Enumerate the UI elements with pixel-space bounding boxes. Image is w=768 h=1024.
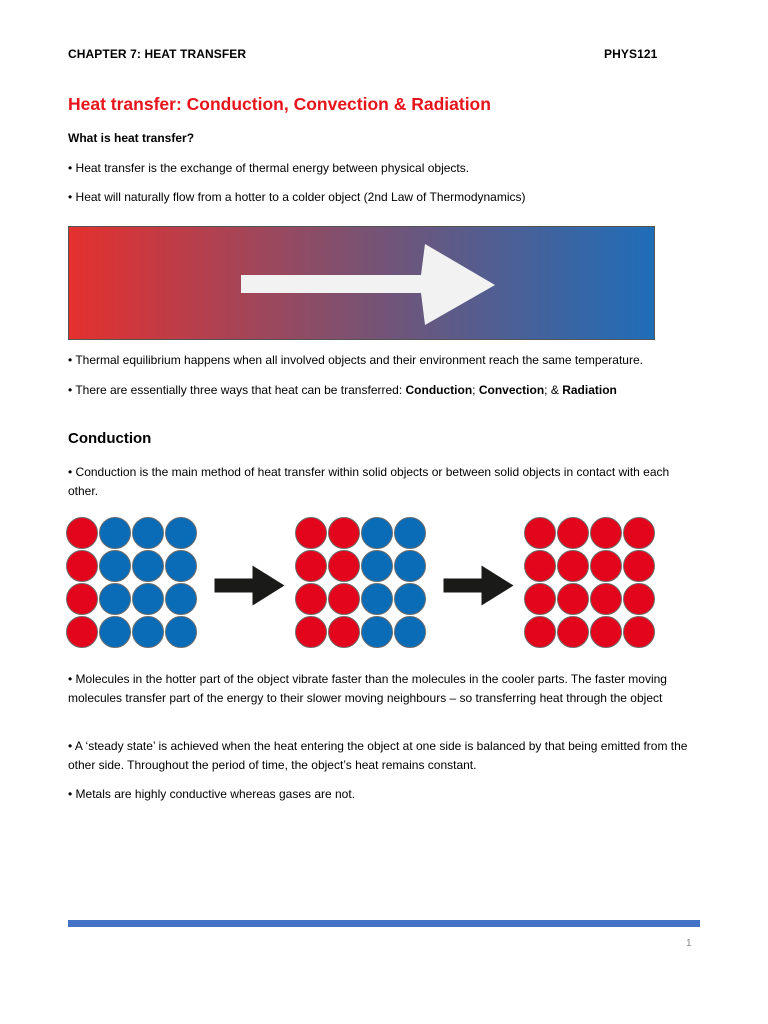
heat-flow-arrow-icon <box>69 227 654 339</box>
page-title: Heat transfer: Conduction, Convection & Radiation <box>68 94 491 114</box>
mode-conduction: Conduction <box>405 383 473 397</box>
cold-molecule <box>362 551 393 582</box>
hot-molecule <box>329 617 360 648</box>
cold-molecule <box>166 617 197 648</box>
hot-molecule <box>558 617 589 648</box>
cold-molecule <box>133 617 164 648</box>
hot-molecule <box>525 518 556 549</box>
hot-molecule <box>329 518 360 549</box>
cold-molecule <box>166 551 197 582</box>
hot-molecule <box>558 518 589 549</box>
bullet-4-prefix: • There are essentially three ways that heat can be transferred: <box>68 383 406 397</box>
hot-molecule <box>525 584 556 615</box>
cold-molecule <box>100 551 131 582</box>
hot-molecule <box>624 584 655 615</box>
molecule-conduction-diagram <box>66 515 661 661</box>
cold-molecule <box>133 584 164 615</box>
hot-molecule <box>296 584 327 615</box>
hot-molecule <box>591 518 622 549</box>
heat-flow-gradient-figure <box>68 226 655 340</box>
hot-molecule <box>558 551 589 582</box>
hot-molecule <box>67 551 98 582</box>
cold-molecule <box>362 584 393 615</box>
cold-molecule <box>395 617 426 648</box>
cold-molecule <box>166 518 197 549</box>
page-number: 1 <box>686 938 692 949</box>
hot-molecule <box>624 617 655 648</box>
mode-radiation: Radiation <box>562 383 617 397</box>
hot-molecule <box>525 617 556 648</box>
hot-molecule <box>558 584 589 615</box>
cold-molecule <box>395 584 426 615</box>
hot-molecule <box>67 518 98 549</box>
cold-molecule <box>100 584 131 615</box>
transition-arrow-icon <box>215 566 285 606</box>
intro-bullet-3: • Thermal equilibrium happens when all involved objects and their environment reach the same temperature. <box>68 353 643 367</box>
cold-molecule <box>100 617 131 648</box>
conduction-bullet-4: • Metals are highly conductive whereas gases are not. <box>68 787 356 801</box>
footer-rule <box>68 920 700 927</box>
cold-molecule <box>166 584 197 615</box>
hot-molecule <box>525 551 556 582</box>
conduction-heading: Conduction <box>68 430 152 447</box>
hot-molecule <box>296 617 327 648</box>
hot-molecule <box>591 551 622 582</box>
cold-molecule <box>100 518 131 549</box>
hot-molecule <box>296 518 327 549</box>
chapter-header: CHAPTER 7: HEAT TRANSFER <box>68 47 247 61</box>
intro-bullet-1: • Heat transfer is the exchange of thermal energy between physical objects. <box>68 161 470 175</box>
cold-molecule <box>395 551 426 582</box>
hot-molecule <box>624 551 655 582</box>
hot-molecule <box>624 518 655 549</box>
cold-molecule <box>362 518 393 549</box>
hot-molecule <box>296 551 327 582</box>
conduction-bullet-3: • A ‘steady state’ is achieved when the heat entering the object at one side is balanced by that being emitted from the other side. Throughout the period of time, the object’s heat remains constant. <box>68 739 688 772</box>
mode-convection: Convection <box>478 383 545 397</box>
hot-molecule <box>67 584 98 615</box>
intro-bullet-2: • Heat will naturally flow from a hotter to a colder object (2nd Law of Thermodynamics) <box>68 190 526 204</box>
separator-2: ; & <box>544 383 563 397</box>
intro-question: What is heat transfer? <box>68 131 195 145</box>
cold-molecule <box>133 518 164 549</box>
cold-molecule <box>362 617 393 648</box>
cold-molecule <box>395 518 426 549</box>
hot-molecule <box>591 584 622 615</box>
transition-arrow-icon <box>444 566 514 606</box>
hot-molecule <box>591 617 622 648</box>
hot-molecule <box>329 584 360 615</box>
course-code: PHYS121 <box>604 47 658 61</box>
separator-1: ; <box>472 383 479 397</box>
conduction-bullet-1: • Conduction is the main method of heat transfer within solid objects or between solid objects in contact with each other. <box>68 465 670 498</box>
hot-molecule <box>67 617 98 648</box>
hot-molecule <box>329 551 360 582</box>
cold-molecule <box>133 551 164 582</box>
intro-bullet-4 <box>68 381 698 400</box>
conduction-bullet-2: • Molecules in the hotter part of the object vibrate faster than the molecules in the cooler parts. The faster moving molecules transfer part of the energy to their slower moving neighbours – so transferring heat through the object <box>68 672 667 705</box>
